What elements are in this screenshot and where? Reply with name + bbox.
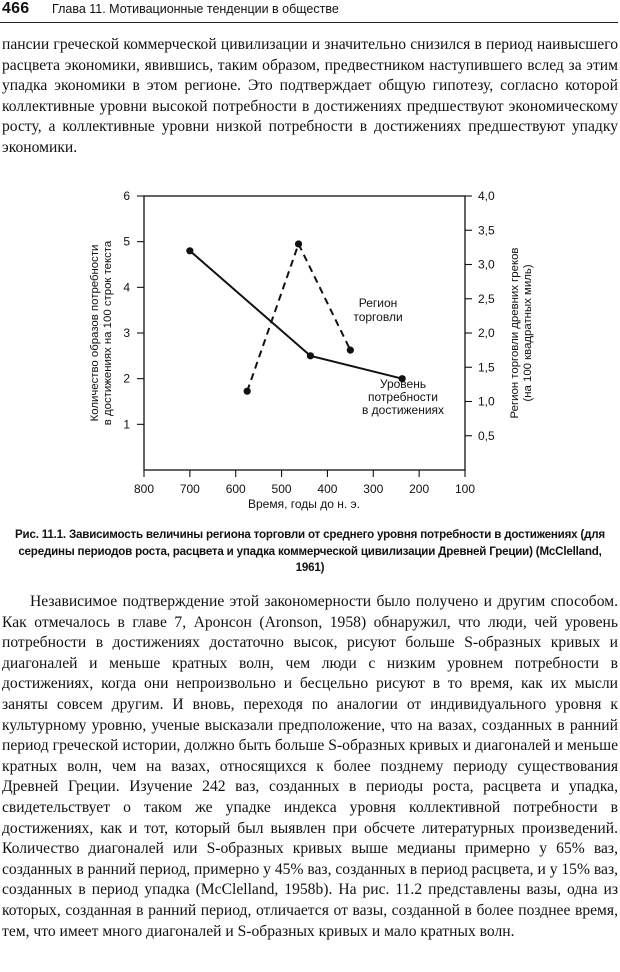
header-rule [0,22,618,23]
y-left-tick-label: 1 [123,417,130,432]
caption-label: Рис. 11.1. [15,528,66,541]
y-right-label-line2: (на 100 квадратных миль) [522,264,534,402]
y-left-label-line2: в достижениях на 100 строк текста [102,240,114,426]
x-axis-label: Время, годы до н. э. [247,497,361,511]
y-right-tick-label: 4,0 [478,189,495,203]
achievement-series-label-line1: Уровень [379,377,427,391]
y-right-tick-label: 0,5 [478,428,495,443]
chart [0,178,620,518]
y-right-tick-label: 1,5 [478,360,495,375]
y-right-tick-label: 3,5 [478,223,495,238]
x-tick-label: 200 [409,482,430,496]
trade-series-label-line2: торговли [353,310,403,324]
x-tick-label: 700 [179,482,200,496]
x-tick-label: 600 [225,482,246,496]
trade-series-line [247,244,350,391]
paragraph-2: Независимое подтверждение этой закономерности было получено и другим способом. Как отмечалось в главе 7, Аронсон (Aronson, 1958) обнаружил, что люди, чей уровень потребности в достижениях достаточно высок, рисуют больше S-образных кривых и диагоналей и меньше кратных волн, чем люди с низким уровнем потребности в достижениях, когда они непроизвольно и бесцельно рисуют в то время, как их мысли заняты совсем другим. И вновь, переходя по аналогии от индивидуального уровня к культурному уровню, ученые высказали предположение, что на вазах, созданных в ранний период греческой истории, должно быть больше S-образных кривых и диагоналей и меньше кратных волн, чем на вазах, относящихся к более позднему периоду существования Древней Греции. Изучение 242 ваз, созданных в периоды роста, расцвета и упадка, свидетельствует о таком же упадке индекса уровня коллективной потребности в достижениях, как и тот, который был выявлен при обсчете литературных произведений. Количество диагоналей или S-образных кривых выше медианы примерно у 65% ваз, созданных в ранний период, примерно у 45% ваз, созданных в период расцвета, и у 15% ваз, созданных в период упадка (McClelland, 1958b). На рис. 11.2 представлены вазы, одна из которых, созданная в ранний период, отличается от вазы, созданной в более позднее время, тем, что имеет много диагоналей и S-образных кривых и мало кратных волн. [2,593,619,940]
y-right-tick-label: 2,5 [478,291,495,306]
y-left-tick-label: 4 [123,280,130,295]
x-tick-label: 100 [454,482,476,496]
x-tick-label: 300 [363,482,384,496]
achievement-series-label-line3: в достижениях [361,403,445,417]
achievement-series-label-line2: потребности [368,390,438,404]
paragraph-1: пансии греческой коммерческой цивилизации и значительно снизился в период наивысшего расцвета экономики, явившись, таким образом, предвестником наступившего вслед за этим упадка экономики в этом регионе. Это подтверждает общую гипотезу, согласно которой коллективные уровни высокой потребности в достижениях предшествуют экономическому росту, а коллективные уровни низкой потребности в достижениях предшествуют упадку экономики. [2,36,618,156]
y-left-tick-label: 5 [123,234,130,249]
y-right-tick-label: 3,0 [478,257,495,272]
trade-series-label-line1: Регион [358,296,398,310]
x-tick-label: 400 [317,482,338,496]
y-left-tick-label: 2 [123,371,130,386]
plot-frame [144,196,465,470]
figure-caption [12,527,608,577]
y-left-label-line1: Количество образов потребности [89,244,101,422]
y-right-label-line1: Регион торговли древних греков [509,247,521,419]
x-tick-label: 800 [133,482,155,496]
trade-data-point [244,388,251,395]
y-right-tick-label: 2,0 [478,326,495,340]
chapter-title: Глава 11. Мотивационные тенденции в обществе [52,2,339,16]
y-right-tick-label: 1,0 [478,394,495,409]
trade-data-point [347,347,354,354]
achievement-data-point [186,247,193,254]
y-left-tick-label: 6 [123,189,130,203]
trade-data-point [295,240,302,247]
caption-text: Зависимость величины региона торговли от среднего уровня потребности в достижениях (для середины периодов роста, расцвета и упадка коммерческой цивилизации Древней Греции) (McClelland, 1961) [18,528,605,575]
achievement-data-point [307,352,314,359]
x-tick-label: 500 [271,482,292,496]
figure-11-1 [0,178,620,518]
y-left-tick-label: 3 [123,326,130,340]
page-header [0,0,620,22]
page-number: 466 [2,0,30,17]
